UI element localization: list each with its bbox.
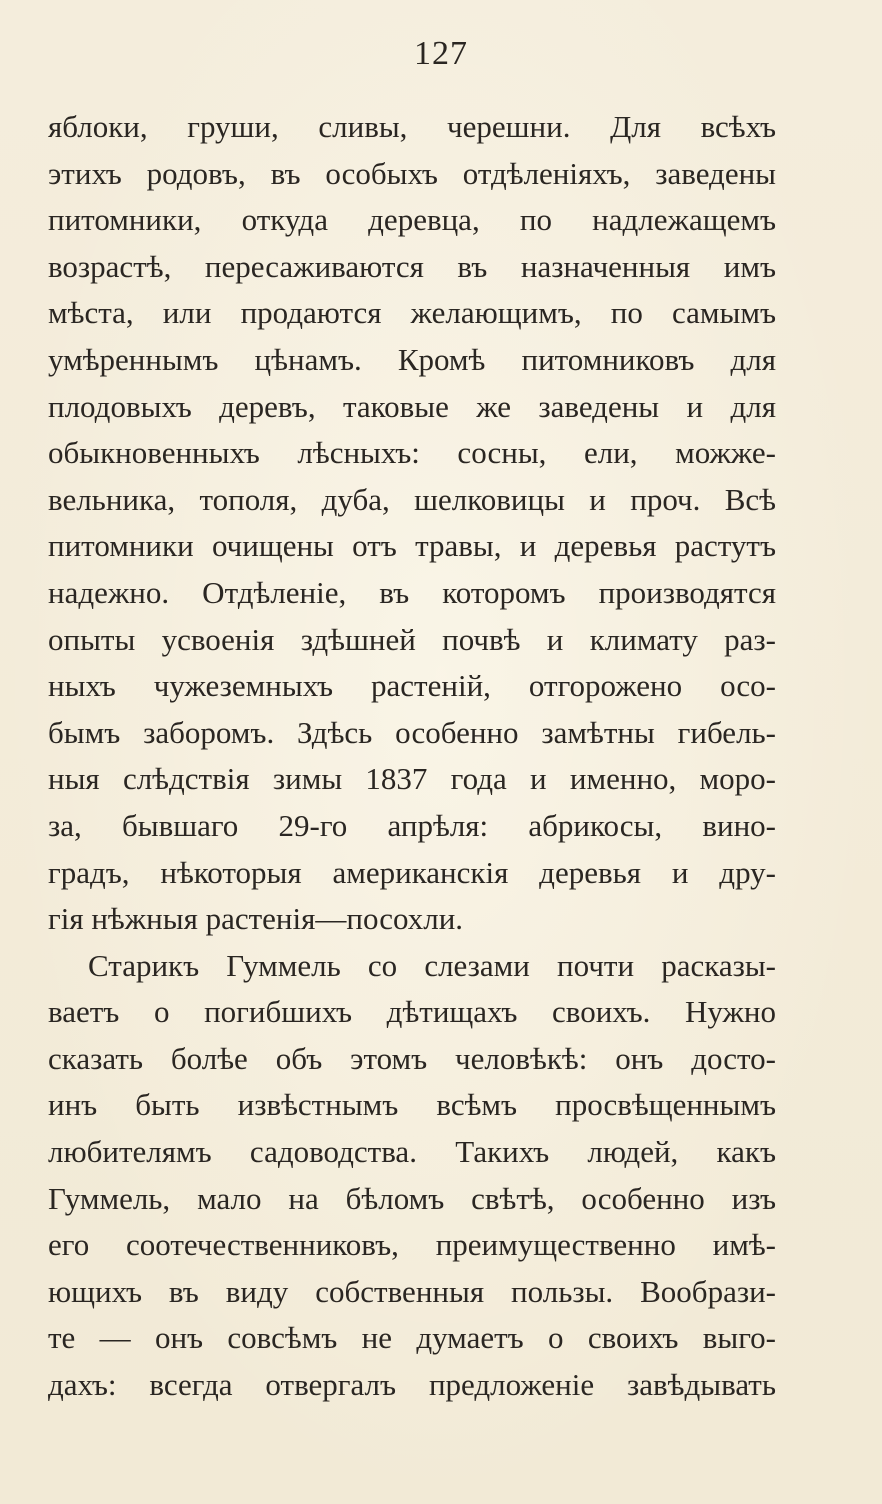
text-line: сказать болѣе объ этомъ человѣкѣ: онъ досто- [48,1040,776,1076]
text-line: вельника, тополя, дуба, шелковицы и проч. Всѣ [48,481,776,517]
text-line: ваетъ о погибшихъ дѣтищахъ своихъ. Нужно [48,994,776,1030]
text-line: этихъ родовъ, въ особыхъ отдѣленіяхъ, заведены [48,155,776,191]
text-line: опыты усвоенія здѣшней почвѣ и климату раз- [48,621,776,657]
text-line: ющихъ въ виду собственныя пользы. Вообрази- [48,1273,776,1309]
text-line: плодовыхъ деревъ, таковые же заведены и для [48,388,776,424]
text-line: дахъ: всегда отвергалъ предложеніе завѣдывать [48,1367,776,1403]
text-line: гія нѣжныя растенія—посохли. [48,901,464,937]
text-line: любителямъ садоводства. Такихъ людей, какъ [48,1134,776,1170]
text-line: за, бывшаго 29-го апрѣля: абрикосы, вино- [48,807,776,843]
text-line: возрастѣ, пересаживаются въ назначенныя имъ [48,248,776,284]
text-line: мѣста, или продаются желающимъ, по самымъ [48,295,776,331]
text-line: питомники очищены отъ травы, и деревья растутъ [48,528,776,564]
text-line: питомники, откуда деревца, по надлежащемъ [48,202,776,238]
text-line: бымъ заборомъ. Здѣсь особенно замѣтны гибель- [48,714,776,750]
text-line: те — онъ совсѣмъ не думаетъ о своихъ выго- [48,1320,776,1356]
page-number: 127 [414,35,468,72]
text-line: ныя слѣдствія зимы 1837 года и именно, моро- [48,761,776,797]
text-line: надежно. Отдѣленіе, въ которомъ производятся [48,574,776,610]
text-line: инъ быть извѣстнымъ всѣмъ просвѣщеннымъ [48,1087,776,1123]
text-line: градъ, нѣкоторыя американскія деревья и дру- [48,854,776,890]
text-line: Старикъ Гуммель со слезами почти расказы- [88,947,776,983]
text-line: его соотечественниковъ, преимущественно имѣ- [48,1227,776,1263]
text-line: ныхъ чужеземныхъ растеній, отгорожено осо- [48,668,776,704]
text-line: умѣреннымъ цѣнамъ. Кромѣ питомниковъ для [48,341,776,377]
text-line: обыкновенныхъ лѣсныхъ: сосны, ели, можже- [48,435,776,471]
text-line: яблоки, груши, сливы, черешни. Для всѣхъ [48,109,776,144]
text-line: Гуммель, мало на бѣломъ свѣтѣ, особенно изъ [48,1180,776,1216]
body-text [48,104,776,1409]
